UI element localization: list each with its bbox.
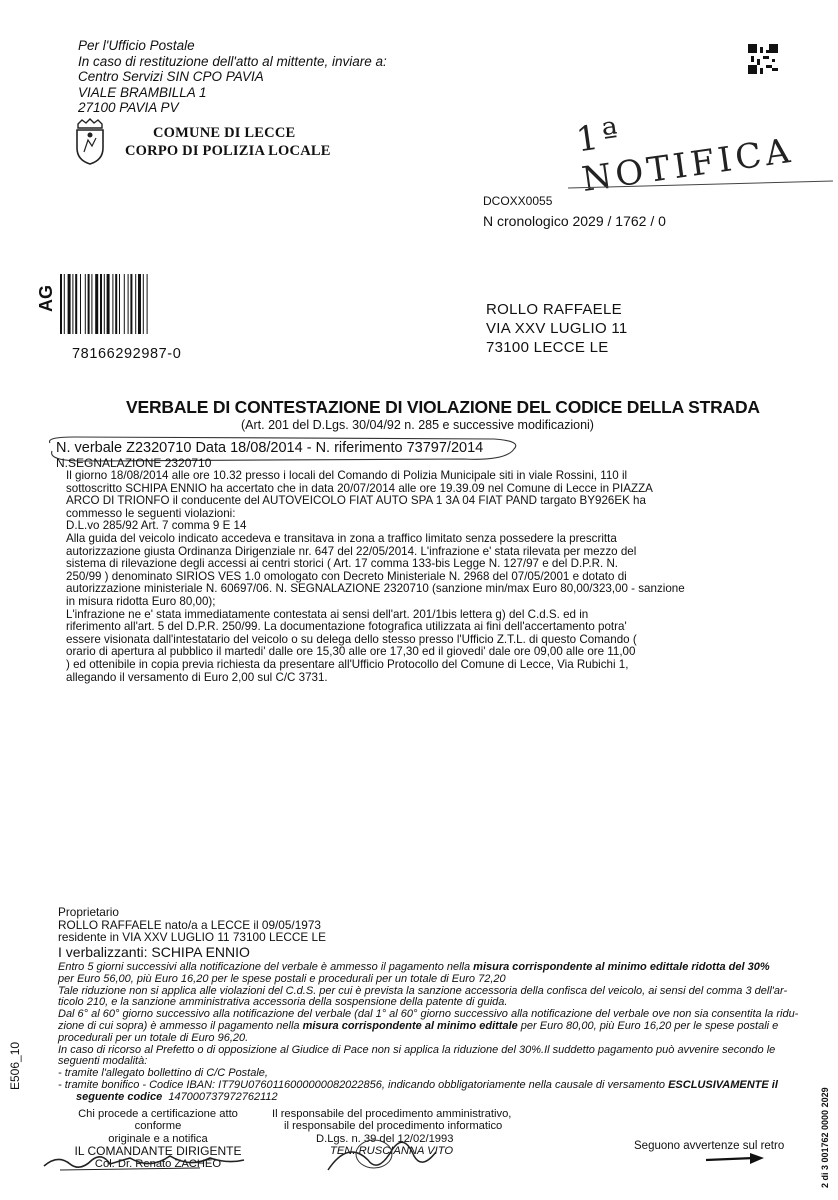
barcode-bar [147, 274, 148, 334]
note-text: per Euro 80,00, più Euro 16,20 per le spese postali e [517, 1019, 779, 1032]
payment-code: 147000737972762112 [168, 1090, 278, 1103]
note-emphasis: ESCLUSIVAMENTE il [668, 1078, 778, 1091]
verbale-reference: N. verbale Z2320710 Data 18/08/2014 - N. riferimento 73797/2014 [56, 440, 484, 456]
barcode-bar [128, 274, 129, 334]
resp-line: Il responsabile del procedimento amministrativo, [272, 1108, 512, 1120]
issuer-block [125, 124, 331, 160]
resp-line: TEN. RUSCIANNA VITO [330, 1145, 454, 1158]
arrow-right-icon [704, 1152, 766, 1166]
barcode-bar [80, 274, 81, 334]
body-line: orario di apertura al pubblico il martedi' dalle ore 15,30 alle ore 17,30 ed il giovedi' dale ore 09,00 alle ore 11,00 [66, 645, 636, 659]
note-line: seguenti modalità: [58, 1055, 148, 1068]
recipient-city: 73100 LECCE LE [486, 339, 609, 356]
barcode-bar [104, 274, 105, 334]
reference-code: DCOXX0055 [483, 194, 553, 208]
violation-description [66, 470, 685, 684]
note-line: Dal 6° al 60° giorno successivo alla notificazione del verbale (dal 1° al 60° giorno successivo alla notificazione del verbale ove non sia consentita la ridu- [58, 1008, 799, 1021]
return-line: Centro Servizi SIN CPO PAVIA [78, 69, 264, 84]
cert-line: originale e a notifica [108, 1132, 208, 1145]
barcode-bar [112, 274, 113, 334]
return-line: Per l'Ufficio Postale [78, 38, 195, 53]
continue-note: Seguono avvertenze sul retro [634, 1140, 785, 1152]
body-line: autorizzazione ministeriale N. 60697/06. N. SEGNALAZIONE 2320710 (sanzione min/max Euro 80,00/323,00 - sanzione [66, 582, 685, 596]
note-line: procedurali per un totale di Euro 96,20. [58, 1031, 249, 1044]
body-line: L'infrazione ne e' stata immediatamente contestata ai sensi dell'art. 201/1bis lettera g) del C.d.S. ed in [66, 607, 589, 621]
document-subtitle: (Art. 201 del D.Lgs. 30/04/92 n. 285 e successive modificazioni) [241, 418, 594, 432]
barcode-bar [130, 274, 132, 334]
body-line: in misura ridotta Euro 80,00); [66, 594, 216, 608]
barcode-bar [119, 274, 120, 334]
barcode-bar [88, 274, 90, 334]
body-line: ARCO DI TRIONFO il conducente del AUTOVEICOLO FIAT AUTO SPA 1 3A 04 FIAT PAND targato BY926EK ha [66, 494, 646, 508]
signature-commandant [40, 1150, 250, 1176]
coat-of-arms-icon [72, 118, 108, 166]
barcode-bar [107, 274, 110, 334]
owner-label: Proprietario [58, 905, 119, 919]
owner-line: residente in VIA XXV LUGLIO 11 73100 LECCE LE [58, 930, 326, 945]
signature-responsible [318, 1130, 458, 1180]
cert-line: Chi procede a certificazione atto conforme [78, 1108, 238, 1133]
issuer-department: CORPO DI POLIZIA LOCALE [125, 143, 331, 159]
barcode-number: 78166292987-0 [72, 346, 182, 362]
barcode-bar [85, 274, 86, 334]
return-line: In caso di restituzione dell'atto al mittente, inviare a: [78, 53, 387, 69]
handwritten-note: 1ª NOTIFICA [573, 114, 797, 200]
recipient-name: ROLLO RAFFAELE [486, 301, 622, 318]
body-line: 250/99 ) denominato SIRIOS VES 1.0 omologato con Decreto Ministeriale N. 2968 del 07/05/2001 e dotato di [66, 569, 627, 583]
qr-code-icon [748, 44, 778, 74]
barcode-bar [91, 274, 92, 334]
form-code-label: E506_10 [8, 1041, 22, 1090]
barcode-bar [115, 274, 117, 334]
resp-line: il responsabile del procedimento informatico [284, 1120, 503, 1133]
body-line: Il giorno 18/08/2014 alle ore 10.32 presso i locali del Comando di Polizia Municipale siti in viale Rossini, 110 il [66, 469, 628, 482]
return-address [78, 38, 387, 116]
note-line: ticolo 210, e la sanzione amministrativa accessoria della sospensione della patente di guida. [58, 996, 508, 1009]
barcode-bar [100, 274, 102, 334]
body-line: autorizzazione giusta Ordinanza Dirigenziale nr. 647 del 22/05/2014. L'infrazione e' stata rilevata per mezzo del [66, 544, 637, 558]
body-line: D.L.vo 285/92 Art. 7 comma 9 E 14 [66, 519, 247, 533]
note-emphasis: misura corrispondente al minimo edittale ridotta del 30% [473, 961, 770, 973]
body-line: ) ed ottenibile in copia previa richiesta da presentare all'Ufficio Protocollo del Comune di Lecce, Via Rubichi 1, [66, 657, 629, 671]
side-tracking-code: 2 di 3 001762 0000 2029 [820, 1087, 830, 1188]
return-line: VIALE BRAMBILLA 1 [78, 84, 207, 100]
barcode [60, 274, 170, 334]
issuer-name: COMUNE DI LECCE [153, 125, 296, 141]
barcode-bar [124, 274, 125, 334]
body-line: allegando il versamento di Euro 2,00 sul C/C 3731. [66, 670, 328, 684]
body-line: sistema di rilevazione degli accessi ai centri storici ( Art. 17 comma 133-bis Legge N. 127/97 e del D.P.R. N. [66, 557, 619, 571]
note-line: per Euro 56,00, più Euro 16,20 per le spese postali e procedurali per un totale di Euro 72,20 [58, 972, 506, 985]
body-line: essere visionata dall'intestatario del veicolo o su delega dello stesso presso l'Ufficio Z.T.L. di questo Comando ( [66, 632, 637, 646]
barcode-bar [68, 274, 71, 334]
barcode-bar [135, 274, 136, 334]
return-line: 27100 PAVIA PV [78, 100, 179, 115]
body-line: riferimento all'art. 5 del D.P.R. 250/99. La documentazione fotografica utilizzata ai fini dell'accertamento potra' [66, 620, 627, 634]
cert-line: IL COMANDANTE DIRIGENTE [74, 1144, 242, 1159]
note-text: Entro 5 giorni successivi alla notificazione del verbale è ammesso il pagamento nella [58, 961, 474, 973]
barcode-bar [72, 274, 73, 334]
cert-line: Col. Dr. Renato ZACHEO [94, 1157, 222, 1170]
barcode-bar [60, 274, 62, 334]
barcode-bar [138, 274, 141, 334]
barcode-side-label: AG [36, 285, 56, 312]
body-line: commesso le seguenti violazioni: [66, 506, 236, 520]
resp-line: D.Lgs. n. 39 del 12/02/1993 [316, 1132, 454, 1145]
note-line: In caso di ricorso al Prefetto o di opposizione al Giudice di Pace non si applica la riduzione del 30%.Il suddetto pagamento può avvenire secondo le [58, 1043, 776, 1056]
note-line [58, 1021, 798, 1033]
note-line: Tale riduzione non si applica alle violazioni del C.d.S. per cui è prevista la sanzione accessoria della confisca del veicolo, ai sensi del comma 3 dell'ar- [58, 984, 788, 997]
cronologico-number: N cronologico 2029 / 1762 / 0 [483, 213, 666, 229]
document-title: VERBALE DI CONTESTAZIONE DI VIOLAZIONE DEL CODICE DELLA STRADA [126, 397, 760, 417]
owner-block [58, 906, 326, 944]
verbalizzanti: I verbalizzanti: SCHIPA ENNIO [58, 944, 250, 960]
barcode-bar [64, 274, 65, 334]
note-line [58, 1092, 798, 1104]
barcode-bar [75, 274, 77, 334]
note-line: - tramite l'allegato bollettino di C/C Postale, [58, 1067, 268, 1080]
payment-notes [58, 962, 798, 1104]
note-text: zione di cui sopra) è ammesso il pagamento nella [58, 1019, 303, 1032]
barcode-bar [143, 274, 144, 334]
note-text: - tramite bonifico - Codice IBAN: IT79U0760116000000082022856, indicando obbligatoriamente nella causale di versamento [58, 1078, 669, 1091]
reference-block [483, 193, 666, 229]
barcode-bar [95, 274, 98, 334]
recipient-address [486, 300, 628, 357]
body-line: Alla guida del veicolo indicato accedeva e transitava in zona a traffico limitato senza possedere la prescritta [66, 531, 617, 545]
note-emphasis: seguente codice [76, 1090, 163, 1103]
body-line: sottoscritto SCHIPA ENNIO ha accertato che in data 20/07/2014 alle ore 19.39.09 nel Comune di Lecce in PIAZZA [66, 481, 653, 495]
recipient-street: VIA XXV LUGLIO 11 [486, 320, 628, 337]
note-emphasis: misura corrispondente al minimo edittale [302, 1019, 518, 1032]
owner-line: ROLLO RAFFAELE nato/a a LECCE il 09/05/1973 [58, 917, 321, 932]
segnalazione-number: N.SEGNALAZIONE 2320710 [56, 456, 212, 470]
